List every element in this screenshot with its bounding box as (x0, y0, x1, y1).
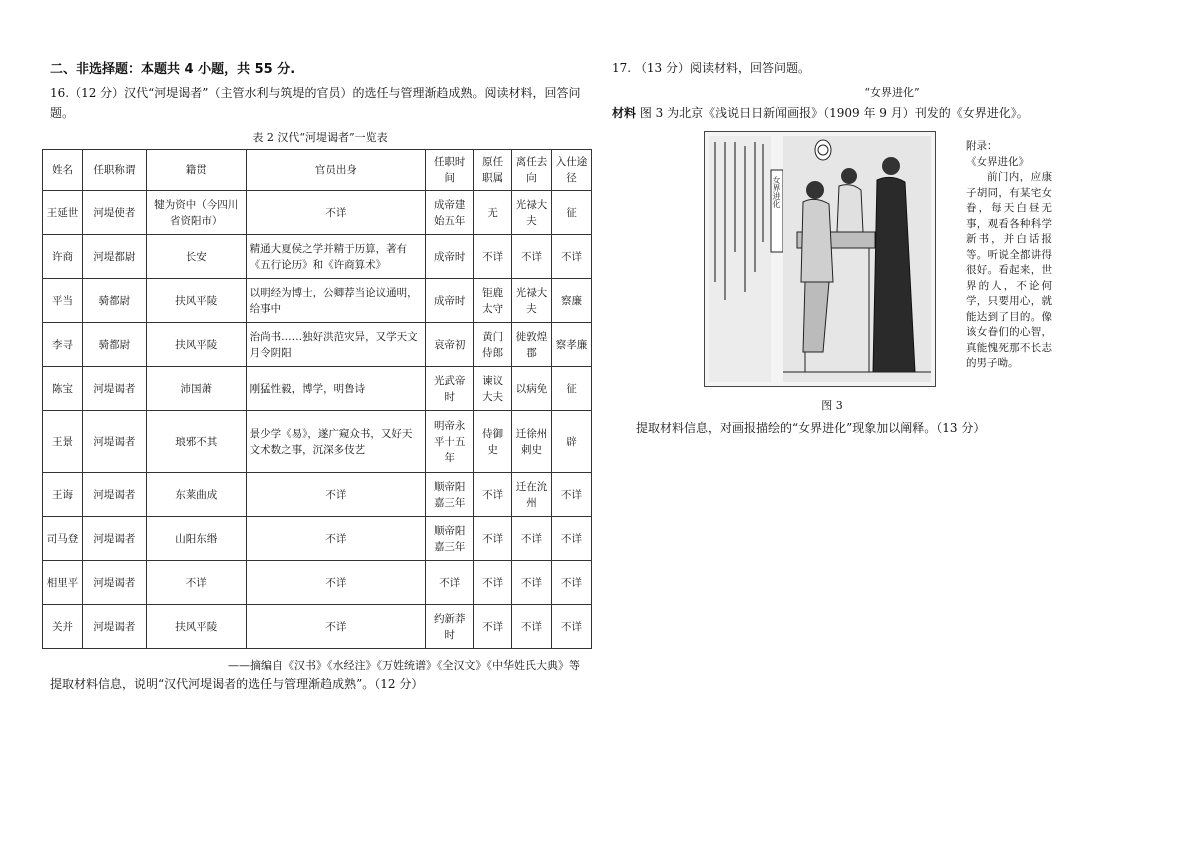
q16-intro: 16.（12 分）汉代“河堤谒者”（主管水利与筑堤的官员）的选任与管理渐趋成熟。阅读材料，回答问题。 (50, 86, 581, 120)
table-cell: 成帝建始五年 (426, 191, 474, 235)
table-cell: 以明经为博士，公卿荐当论议通明，给事中 (246, 279, 426, 323)
figure-caption: 图 3 (821, 399, 843, 412)
table-cell: 扶风平陵 (146, 279, 246, 323)
table-header-row (43, 150, 592, 191)
table-cell: 不详 (552, 605, 592, 649)
material-text: 图 3 为北京《浅说日日新闻画报》（1909 年 9 月）刊发的《女界进化》。 (639, 106, 1029, 120)
table-cell: 迁在沇州 (512, 473, 552, 517)
table-cell: 犍为资中（今四川省资阳市） (146, 191, 246, 235)
table-cell: 不详 (246, 191, 426, 235)
table-cell: 顺帝阳嘉三年 (426, 517, 474, 561)
table-row (43, 605, 592, 649)
table-cell: 不详 (474, 561, 512, 605)
material-label: 材料 (612, 106, 637, 120)
table-cell: 东莱曲成 (146, 473, 246, 517)
header-cell: 官员出身 (246, 150, 426, 191)
table-cell: 黄门侍郎 (474, 323, 512, 367)
q17-question: 提取材料信息，对画报描绘的“女界进化”现象加以阐释。（13 分） (636, 421, 986, 435)
header-cell: 姓名 (43, 150, 83, 191)
table-cell: 精通大夏侯之学并精于历算，著有《五行论历》和《许商算术》 (246, 235, 426, 279)
left-column (46, 58, 590, 692)
table-cell: 辟 (552, 411, 592, 473)
table-cell: 不详 (512, 605, 552, 649)
table-cell: 相里平 (43, 561, 83, 605)
table-cell: 不详 (552, 235, 592, 279)
table-cell: 河堤谒者 (82, 411, 146, 473)
table-cell: 陈宝 (43, 367, 83, 411)
table-cell: 光武帝时 (426, 367, 474, 411)
table-cell: 长安 (146, 235, 246, 279)
table-cell: 王延世 (43, 191, 83, 235)
table-cell: 不详 (426, 561, 474, 605)
table-cell: 河堤谒者 (82, 473, 146, 517)
newspaper-illustration (704, 131, 936, 387)
table-cell: 不详 (512, 517, 552, 561)
header-cell: 入仕途径 (552, 150, 592, 191)
material-line (612, 104, 1172, 121)
table-cell: 光禄大夫 (512, 279, 552, 323)
table-cell: 察廉 (552, 279, 592, 323)
table-cell: 侍御史 (474, 411, 512, 473)
header-cell: 任职称谓 (82, 150, 146, 191)
table-cell: 山阳东缗 (146, 517, 246, 561)
table-cell: 刚猛性毅，博学，明鲁诗 (246, 367, 426, 411)
table-row (43, 279, 592, 323)
table-cell: 河堤谒者 (82, 605, 146, 649)
table-row (43, 235, 592, 279)
table-row (43, 411, 592, 473)
table-cell: 扶风平陵 (146, 605, 246, 649)
table-cell: 察孝廉 (552, 323, 592, 367)
table-cell: 不详 (552, 517, 592, 561)
table-cell: 治尚书……独好洪范灾异，又学天文月令阴阳 (246, 323, 426, 367)
table-row (43, 517, 592, 561)
table-row (43, 367, 592, 411)
table-cell: 征 (552, 191, 592, 235)
table-cell: 不详 (474, 235, 512, 279)
illustration-title: 女界进化 (772, 176, 781, 208)
table-cell: 不详 (146, 561, 246, 605)
table-cell: 河堤谒者 (82, 561, 146, 605)
table-cell: 以病免 (512, 367, 552, 411)
table-cell: 不详 (246, 473, 426, 517)
table-cell: 明帝永平十五年 (426, 411, 474, 473)
material-title: “女界进化” (864, 86, 920, 99)
table-caption: 表 2 汉代“河堤谒者”一览表 (252, 131, 388, 144)
illustration-drawing (705, 132, 935, 386)
table-cell: 河堤使者 (82, 191, 146, 235)
section-title: 二、非选择题：本题共 4 小题，共 55 分. (50, 62, 296, 77)
appendix-subtitle: 《女界进化》 (966, 155, 1029, 168)
table-cell: 钜鹿太守 (474, 279, 512, 323)
table-cell: 河堤都尉 (82, 235, 146, 279)
q17-intro: 17. （13 分）阅读材料，回答问题。 (612, 61, 810, 75)
header-cell: 任职时间 (426, 150, 474, 191)
table-cell: 不详 (246, 605, 426, 649)
table-cell: 顺帝阳嘉三年 (426, 473, 474, 517)
table-cell: 不详 (512, 235, 552, 279)
table-row (43, 191, 592, 235)
table-row (43, 323, 592, 367)
table-cell: 徙敦煌郡 (512, 323, 552, 367)
table-cell: 无 (474, 191, 512, 235)
table-cell: 琅邪不其 (146, 411, 246, 473)
table-cell: 许商 (43, 235, 83, 279)
table-cell: 征 (552, 367, 592, 411)
table-row (43, 561, 592, 605)
table-row (43, 473, 592, 517)
q16-question: 提取材料信息，说明“汉代河堤谒者的选任与管理渐趋成熟”。（12 分） (50, 677, 424, 691)
table-cell: 光禄大夫 (512, 191, 552, 235)
table-source: ——摘编自《汉书》《水经注》《万姓统谱》《全汉文》《中华姓氏大典》等 (228, 659, 580, 672)
table-cell: 骑都尉 (82, 323, 146, 367)
table-cell: 沛国萧 (146, 367, 246, 411)
table-cell: 约新莽时 (426, 605, 474, 649)
table-cell: 王诲 (43, 473, 83, 517)
figure-area (612, 129, 1172, 391)
appendix-title: 附录： (966, 140, 998, 152)
table-cell: 关并 (43, 605, 83, 649)
table-cell: 扶风平陵 (146, 323, 246, 367)
table-cell: 不详 (552, 561, 592, 605)
appendix (966, 139, 1052, 372)
table-cell: 河堤谒者 (82, 517, 146, 561)
table-cell: 不详 (474, 605, 512, 649)
table-cell: 哀帝初 (426, 323, 474, 367)
table-cell: 王景 (43, 411, 83, 473)
officials-table (42, 149, 592, 649)
table-cell: 不详 (474, 473, 512, 517)
table-cell: 成帝时 (426, 279, 474, 323)
header-cell: 籍贯 (146, 150, 246, 191)
table-cell: 迁徐州刺史 (512, 411, 552, 473)
table-cell: 谏议大夫 (474, 367, 512, 411)
table-cell: 李寻 (43, 323, 83, 367)
table-cell: 成帝时 (426, 235, 474, 279)
table-cell: 司马登 (43, 517, 83, 561)
table-cell: 不详 (246, 517, 426, 561)
table-cell: 骑都尉 (82, 279, 146, 323)
table-cell: 不详 (246, 561, 426, 605)
table-cell: 不详 (552, 473, 592, 517)
table-cell: 河堤谒者 (82, 367, 146, 411)
table-cell: 不详 (512, 561, 552, 605)
header-cell: 原任职属 (474, 150, 512, 191)
right-column (612, 58, 1172, 436)
header-cell: 离任去向 (512, 150, 552, 191)
table-cell: 平当 (43, 279, 83, 323)
table-cell: 景少学《易》，遂广窥众书，又好天文术数之事，沉深多伎艺 (246, 411, 426, 473)
appendix-body: 前门内，应康子胡同，有某宅女眷，每天白昼无事，观看各种科学新书，并白话报等。听说全都讲得很好。看起来，世界的人，不论何学，只要用心，就能达到了目的。像该女眷们的心智，真能愧死那不长志的男子呦。 (966, 171, 1052, 369)
table-cell: 不详 (474, 517, 512, 561)
